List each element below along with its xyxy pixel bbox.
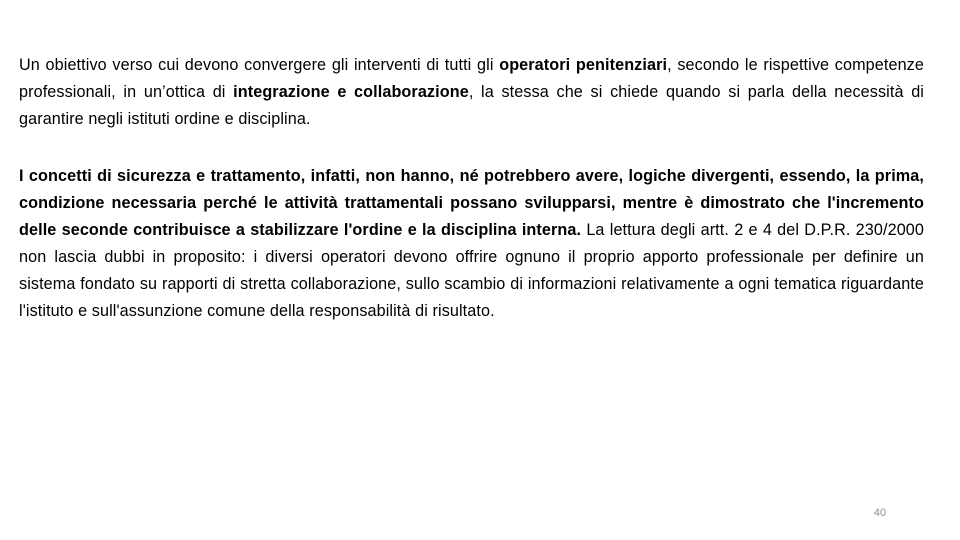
paragraph-text: , secondo le rispettive competenze professionali, in un’ottica di: [19, 56, 924, 101]
bold-statement: I concetti di sicurezza e trattamento, infatti, non hanno, né potrebbero avere, logiche divergenti, essendo, la prima, condizione necessaria perché le attività trattamentali possano svilupparsi, mentre è dimostrato che l'incremento delle seconde contribuisce a stabilizzare l'ordine e la disciplina interna.: [19, 167, 924, 239]
paragraph-text: Un obiettivo verso cui devono convergere gli interventi di tutti gli: [19, 56, 500, 74]
paragraph-text: , la stessa che si chiede quando si parla della necessità di garantire negli istituti ordine e disciplina.: [19, 83, 925, 128]
bold-phrase-operatori: operatori penitenziari: [499, 56, 668, 74]
paragraph-text: La lettura degli artt. 2 e 4 del D.P.R. 230/2000 non lascia dubbi in proposito: i diversi operatori devono offrire ognuno il proprio apporto professionale per definire un sistema fondato su rapporti di stretta collaborazione, sullo scambio di informazioni relativamente a ogni tematica riguardante l'istituto e sull'assunzione comune della responsabilità di risultato.: [19, 221, 924, 320]
bold-phrase-integrazione: integrazione e collaborazione: [233, 83, 469, 101]
paragraph-sicurezza-trattamento: [19, 163, 924, 325]
page-number: 40: [873, 507, 887, 519]
paragraph-operators: [19, 52, 924, 133]
